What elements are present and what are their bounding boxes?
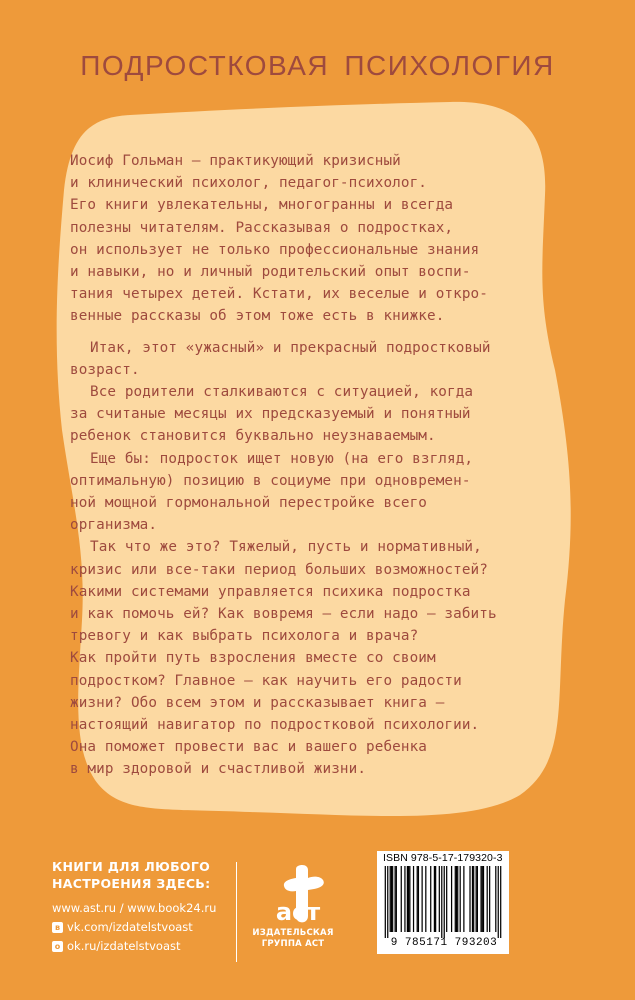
barcode-bar [404,866,405,932]
promo-line-2: НАСТРОЕНИЯ ЗДЕСЬ: [52,876,211,891]
barcode-bar [444,866,445,938]
barcode-bar [482,866,483,932]
barcode-bar [476,866,477,932]
barcode-bar [439,866,440,932]
barcode-bar [396,866,397,932]
barcode-bar [451,866,452,932]
barcode-bar [435,866,436,932]
barcode-bar [473,866,474,932]
vk-link[interactable] [52,918,216,937]
barcode-bar [495,866,496,932]
book-section-title: ПОДРОСТКОВАЯ ПСИХОЛОГИЯ [80,50,555,81]
barcode-bar [430,866,431,932]
vk-link-text: vk.com/izdatelstvoast [67,920,193,934]
barcode-bar [422,866,423,932]
publisher-links [52,858,216,956]
ok-link-text: ok.ru/izdatelstvoast [67,939,181,953]
barcode-number: 9 785171 793203 [390,937,498,949]
barcode-bar [463,866,464,932]
barcode-bar [407,866,408,932]
barcode [381,866,505,938]
barcode-bar [434,866,435,932]
barcode-bar [489,866,490,932]
barcode-bar [418,866,419,932]
paragraph-parents: Все родители сталкиваются с ситуацией, когда за считаные месяцы их предсказуемый и понятный ребенок становится буквально неузнаваемым. [70,384,474,445]
barcode-bar [392,866,393,932]
ok-link[interactable] [52,937,216,956]
logo-caption: ИЗДАТЕЛЬСКАЯ ГРУППА АСТ [252,928,334,949]
barcode-bar [483,866,484,932]
barcode-bar [455,866,456,932]
barcode-bar [408,866,409,932]
barcode-bar [498,866,499,938]
barcode-bar [456,866,457,932]
paragraph-intro: Итак, этот «ужасный» и прекрасный подростковый возраст. [70,339,491,378]
annotation-text [70,150,550,781]
barcode-bar [387,866,388,938]
barcode-bar [446,866,447,932]
divider-line [236,862,237,962]
barcode-bar [472,866,473,932]
barcode-bar [487,866,488,932]
paragraph-questions: Так что же это? Тяжелый, пусть и нормативный, кризис или все-таки период больших возможностей? Какими системами управляется психика подростка и как помочь ей? Как вовремя — если надо — забить тревогу и как выбрать психолога и врача? Как пройти путь взросления вместе со своим подростком? Главное — как научить его радости жизни? Обо всем этом и рассказывает книга — настоящий навигатор по подростковой психологии. Она поможет провести вас и вашего ребенка в мир здоровой и счастливой жизни. [70,539,497,778]
barcode-bar [441,866,442,938]
websites-link[interactable]: www.ast.ru / www.book24.ru [52,901,217,915]
barcode-bar [409,866,410,932]
ok-icon: о [52,941,63,952]
barcode-bar [457,866,458,932]
barcode-bar [401,866,402,932]
promo-line-1: КНИГИ ДЛЯ ЛЮБОГО [52,859,211,874]
paragraph-author: Иосиф Гольман — практикующий кризисный и клинический психолог, педагог-психолог. Его книги увлекательны, многогранны и всегда полезны читателям. Рассказывая о подростках, он использует не только профессиональные знания и навыки, но и личный родительский опыт воспи- тания четырех детей. Кстати, их веселые и откро- венные рассказы об этом тоже есть в книжке. [70,153,488,325]
barcode-bar [391,866,392,932]
barcode-bar [395,866,396,932]
barcode-bar [417,866,418,932]
barcode-bar [460,866,461,932]
barcode-bar [469,866,470,932]
barcode-bar [500,866,501,938]
barcode-bar [390,866,391,932]
logo-wordmark: аст [275,898,321,926]
vk-icon: в [52,922,63,933]
ast-logo [248,858,348,968]
barcode-bar [480,866,481,932]
barcode-bar [413,866,414,932]
isbn-label: ISBN 978-5-17-179320-3 [383,852,503,864]
barcode-bar [385,866,386,938]
barcode-bar [425,866,426,932]
paragraph-teen-search: Еще бы: подросток ищет новую (на его взгляд, оптимальную) позицию в социуме при одновремен- ной мощной гормональной перестройке всего организма. [70,450,474,534]
barcode-bar [477,866,478,932]
